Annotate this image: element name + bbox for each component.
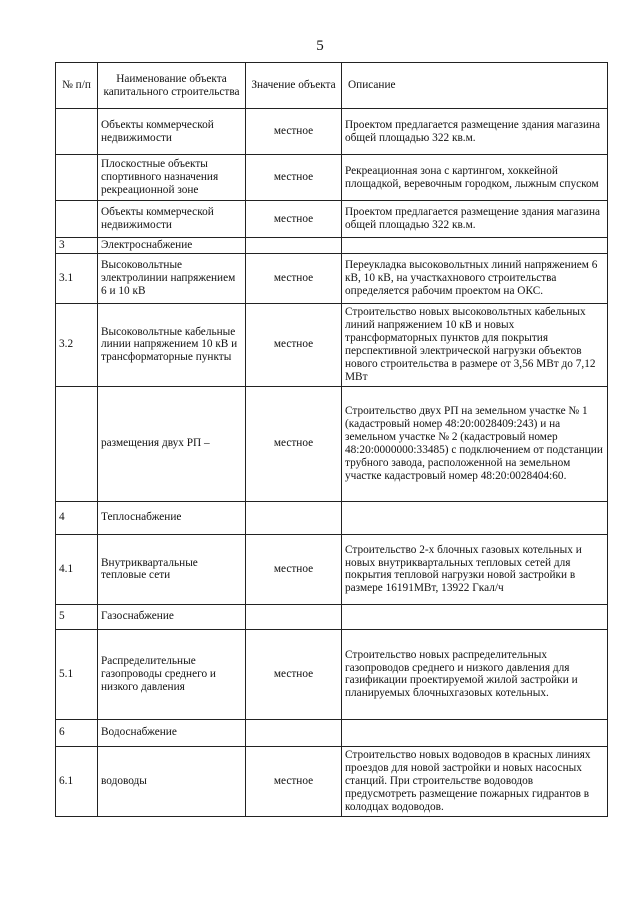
header-num: № п/п: [56, 63, 98, 109]
row-name: Электроснабжение: [98, 238, 246, 254]
table-row: [56, 303, 608, 386]
row-name: Водоснабжение: [98, 719, 246, 746]
row-description: [342, 238, 608, 254]
row-name: Теплоснабжение: [98, 501, 246, 534]
row-num: [56, 155, 98, 201]
table-row: [56, 604, 608, 629]
row-value: местное: [246, 155, 342, 201]
row-num: 5.1: [56, 629, 98, 719]
row-num: [56, 386, 98, 501]
row-description: [342, 719, 608, 746]
header-value: Значение объекта: [246, 63, 342, 109]
row-description: Проектом предлагается размещение здания магазина общей площадью 322 кв.м.: [342, 109, 608, 155]
table-row: [56, 155, 608, 201]
row-name: водоводы: [98, 746, 246, 816]
row-description: [342, 501, 608, 534]
row-value: местное: [246, 201, 342, 238]
row-value: местное: [246, 109, 342, 155]
row-description: Рекреационная зона с картингом, хоккейной площадкой, веревочным городком, лыжным спуском: [342, 155, 608, 201]
row-description: Строительство новых высоковольтных кабельных линий напряжением 10 кВ и новых трансформаторных пунктов для покрытия перспективной электрической нагрузки объектов нового строительства в размере от 3,56 МВт до 7,12 МВт: [342, 303, 608, 386]
table-row: [56, 201, 608, 238]
row-num: 3: [56, 238, 98, 254]
row-description: Строительство новых распределительных газопроводов среднего и низкого давления для газификации проектируемой жилой застройки и планируемых блочныхгазовых котельных.: [342, 629, 608, 719]
row-name: Высоковольтные электролинии напряжением 6 и 10 кВ: [98, 253, 246, 303]
table-row: [56, 386, 608, 501]
header-name: Наименование объекта капитального строительства: [98, 63, 246, 109]
row-value: [246, 501, 342, 534]
row-description: [342, 604, 608, 629]
page-number: 5: [316, 38, 324, 54]
objects-table: [55, 62, 608, 817]
row-value: [246, 604, 342, 629]
row-value: местное: [246, 746, 342, 816]
row-name: Газоснабжение: [98, 604, 246, 629]
row-num: [56, 201, 98, 238]
row-name: размещения двух РП –: [98, 386, 246, 501]
row-description: Строительство новых водоводов в красных линиях проездов для новой застройки и новых насосных станций. При строительстве водоводов предусмотреть размещение пожарных гидрантов в колодцах водоводов.: [342, 746, 608, 816]
table-row: [56, 109, 608, 155]
table-row: [56, 746, 608, 816]
table-header-row: [56, 63, 608, 109]
row-num: 3.2: [56, 303, 98, 386]
row-num: 6: [56, 719, 98, 746]
row-value: местное: [246, 629, 342, 719]
row-value: местное: [246, 534, 342, 604]
row-name: Плоскостные объекты спортивного назначения рекреационной зоне: [98, 155, 246, 201]
row-name: Высоковольтные кабельные линии напряжением 10 кВ и трансформаторные пункты: [98, 303, 246, 386]
row-value: местное: [246, 386, 342, 501]
row-value: местное: [246, 253, 342, 303]
table-row: [56, 534, 608, 604]
table-row: [56, 719, 608, 746]
row-num: [56, 109, 98, 155]
row-value: местное: [246, 303, 342, 386]
row-num: 5: [56, 604, 98, 629]
row-name: Объекты коммерческой недвижимости: [98, 109, 246, 155]
table-row: [56, 253, 608, 303]
row-name: Распределительные газопроводы среднего и низкого давления: [98, 629, 246, 719]
row-description: Строительство 2-х блочных газовых котельных и новых внутриквартальных тепловых сетей для покрытия тепловой нагрузки новой застройки в размере 16191МВт, 13922 Гкал/ч: [342, 534, 608, 604]
row-num: 3.1: [56, 253, 98, 303]
row-value: [246, 719, 342, 746]
table-row: [56, 501, 608, 534]
row-num: 6.1: [56, 746, 98, 816]
table-row: [56, 238, 608, 254]
row-num: 4.1: [56, 534, 98, 604]
row-description: Проектом предлагается размещение здания магазина общей площадью 322 кв.м.: [342, 201, 608, 238]
row-name: Объекты коммерческой недвижимости: [98, 201, 246, 238]
row-description: Переукладка высоковольтных линий напряжением 6 кВ, 10 кВ, на участкахнового строительства определяется рабочим проектом на ОКС.: [342, 253, 608, 303]
row-description: Строительство двух РП на земельном участке № 1 (кадастровый номер 48:20:0028409:243) и на земельном участке № 2 (кадастровый номер 48:20:0000000:33485) с подключением от подстанции трубного завода, расположенной на земельном участке кадастровый номер 48:20:0028404:60.: [342, 386, 608, 501]
header-description: Описание: [342, 63, 608, 109]
table-row: [56, 629, 608, 719]
row-name: Внутриквартальные тепловые сети: [98, 534, 246, 604]
row-num: 4: [56, 501, 98, 534]
row-value: [246, 238, 342, 254]
